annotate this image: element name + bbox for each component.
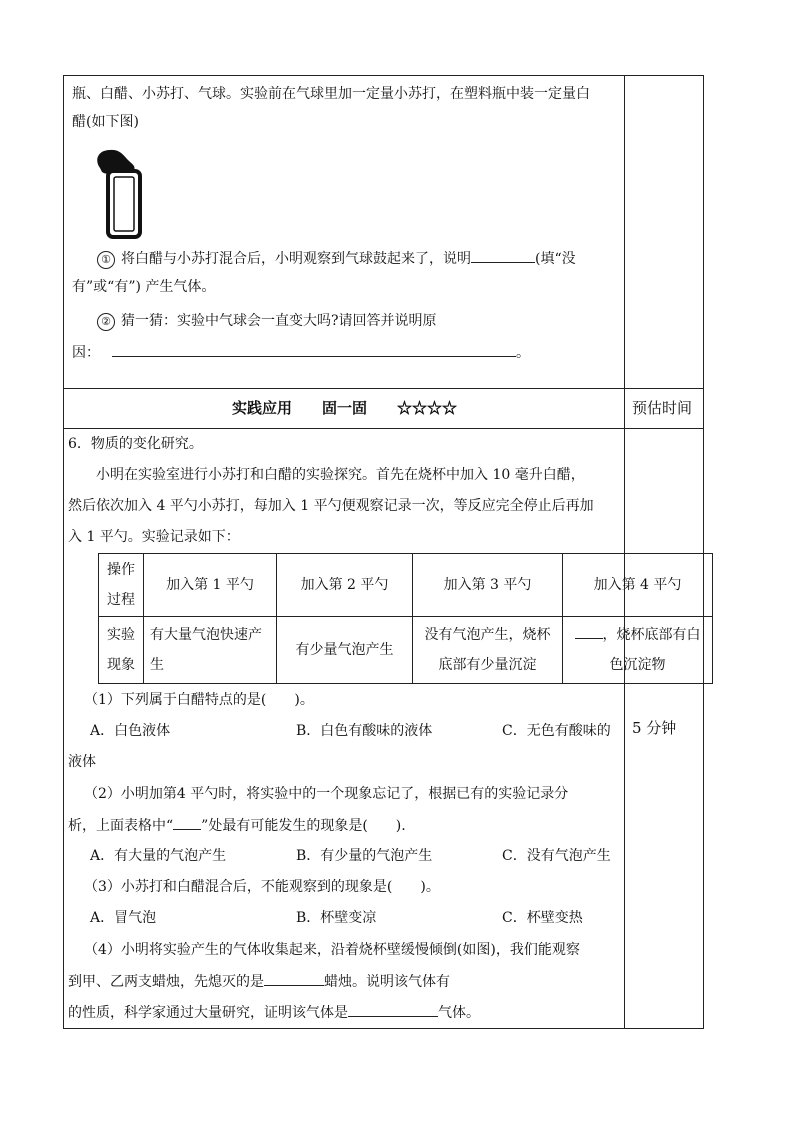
answer-blank-candle[interactable]	[264, 971, 324, 986]
subquestion-4-line-2: 到甲、乙两支蜡烛，先熄灭的是 蜡烛。说明该气体有	[68, 971, 450, 992]
problem-heading: 6．物质的变化研究。	[68, 436, 203, 452]
estimated-time-value: 5 分钟	[632, 719, 677, 737]
question-1-line-2: 有”或“有”) 产生气体。	[72, 279, 216, 295]
subquestion-2-line-1: （2）小明加第4 平勺时，将实验中的一个现象忘记了，根据已有的实验记录分	[84, 786, 569, 802]
cell-spoon-1: 有大量气泡快速产 生	[144, 617, 277, 684]
subquestion-2-option-c: C．没有气泡产生	[502, 848, 611, 864]
answer-blank-reason[interactable]	[112, 342, 516, 357]
cell-spoon-3: 没有气泡产生，烧杯 底部有少量沉淀	[413, 617, 563, 684]
subquestion-1-option-a: A．白色液体	[90, 723, 171, 739]
subquestion-4-line-1: （4）小明将实验产生的气体收集起来，沿着烧杯壁缓慢倾倒(如图)，我们能观察	[84, 942, 580, 958]
subquestion-3-option-c: C．杯壁变热	[502, 910, 583, 926]
header-spoon-3: 加入第 3 平勺	[413, 554, 563, 617]
subquestion-4-line-3: 的性质，科学家通过大量研究，证明该气体是 气体。	[68, 1002, 480, 1023]
answer-blank-quote[interactable]	[173, 815, 201, 830]
experiment-record-table	[98, 553, 713, 684]
top-line-1: 瓶、白醋、小苏打、气球。实验前在气球里加一定量小苏打，在塑料瓶中装一定量白	[72, 86, 590, 102]
subquestion-3-option-b: B．杯壁变凉	[296, 910, 377, 926]
row-label-phenomenon: 实验 现象	[99, 617, 144, 684]
section-title: 实践应用 固一固 ☆☆☆☆	[232, 399, 458, 417]
section-divider	[63, 388, 704, 389]
circled-number-2: ②	[97, 313, 115, 331]
subquestion-2-option-b: B．有少量的气泡产生	[296, 848, 433, 864]
header-spoon-2: 加入第 2 平勺	[277, 554, 413, 617]
subquestion-3: （3）小苏打和白醋混合后，不能观察到的现象是( )。	[84, 879, 440, 895]
subquestion-1-option-b: B．白色有酸味的液体	[296, 723, 433, 739]
subquestion-1: （1）下列属于白醋特点的是( )。	[84, 692, 314, 708]
answer-blank-table[interactable]	[575, 624, 603, 639]
subquestion-2-option-a: A．有大量的气泡产生	[90, 848, 227, 864]
cell-spoon-2: 有少量气泡产生	[277, 617, 413, 684]
circled-number-1: ①	[97, 251, 115, 269]
problem-intro-1: 小明在实验室进行小苏打和白醋的实验探究。首先在烧杯中加入 10 毫升白醋，	[96, 467, 585, 483]
question-1-line-1: ① 将白醋与小苏打混合后，小明观察到气球鼓起来了，说明 (填“没	[97, 248, 576, 269]
answer-blank-gas[interactable]	[348, 1002, 438, 1017]
subquestion-1-option-c: C．无色有酸味的	[502, 723, 611, 739]
header-spoon-4: 加入第 4 平勺	[563, 554, 713, 617]
question-2-line-2: 因： 。	[72, 342, 530, 363]
problem-intro-3: 入 1 平勺。实验记录如下：	[68, 529, 240, 545]
problem-intro-2: 然后依次加入 4 平勺小苏打，每加入 1 平勺便观察记录一次，等反应完全停止后再加	[68, 498, 594, 514]
bottle-balloon-figure	[92, 146, 152, 242]
row-label-operation: 操作 过程	[99, 554, 144, 617]
header-row-divider	[63, 428, 704, 429]
cell-spoon-4: ，烧杯底部有白 色沉淀物	[563, 617, 713, 684]
subquestion-1-option-c-cont: 液体	[68, 754, 96, 770]
header-spoon-1: 加入第 1 平勺	[144, 554, 277, 617]
answer-blank-1[interactable]	[471, 248, 535, 263]
question-2-line-1: ② 猜一猜：实验中气球会一直变大吗?请回答并说明原	[97, 311, 437, 331]
right-column-divider	[624, 75, 625, 1029]
subquestion-2-line-2: 析，上面表格中“ ”处最有可能发生的现象是( ).	[68, 815, 406, 836]
subquestion-3-option-a: A．冒气泡	[90, 910, 157, 926]
estimated-time-label: 预估时间	[632, 399, 693, 417]
top-line-2: 醋(如下图)	[72, 114, 139, 130]
